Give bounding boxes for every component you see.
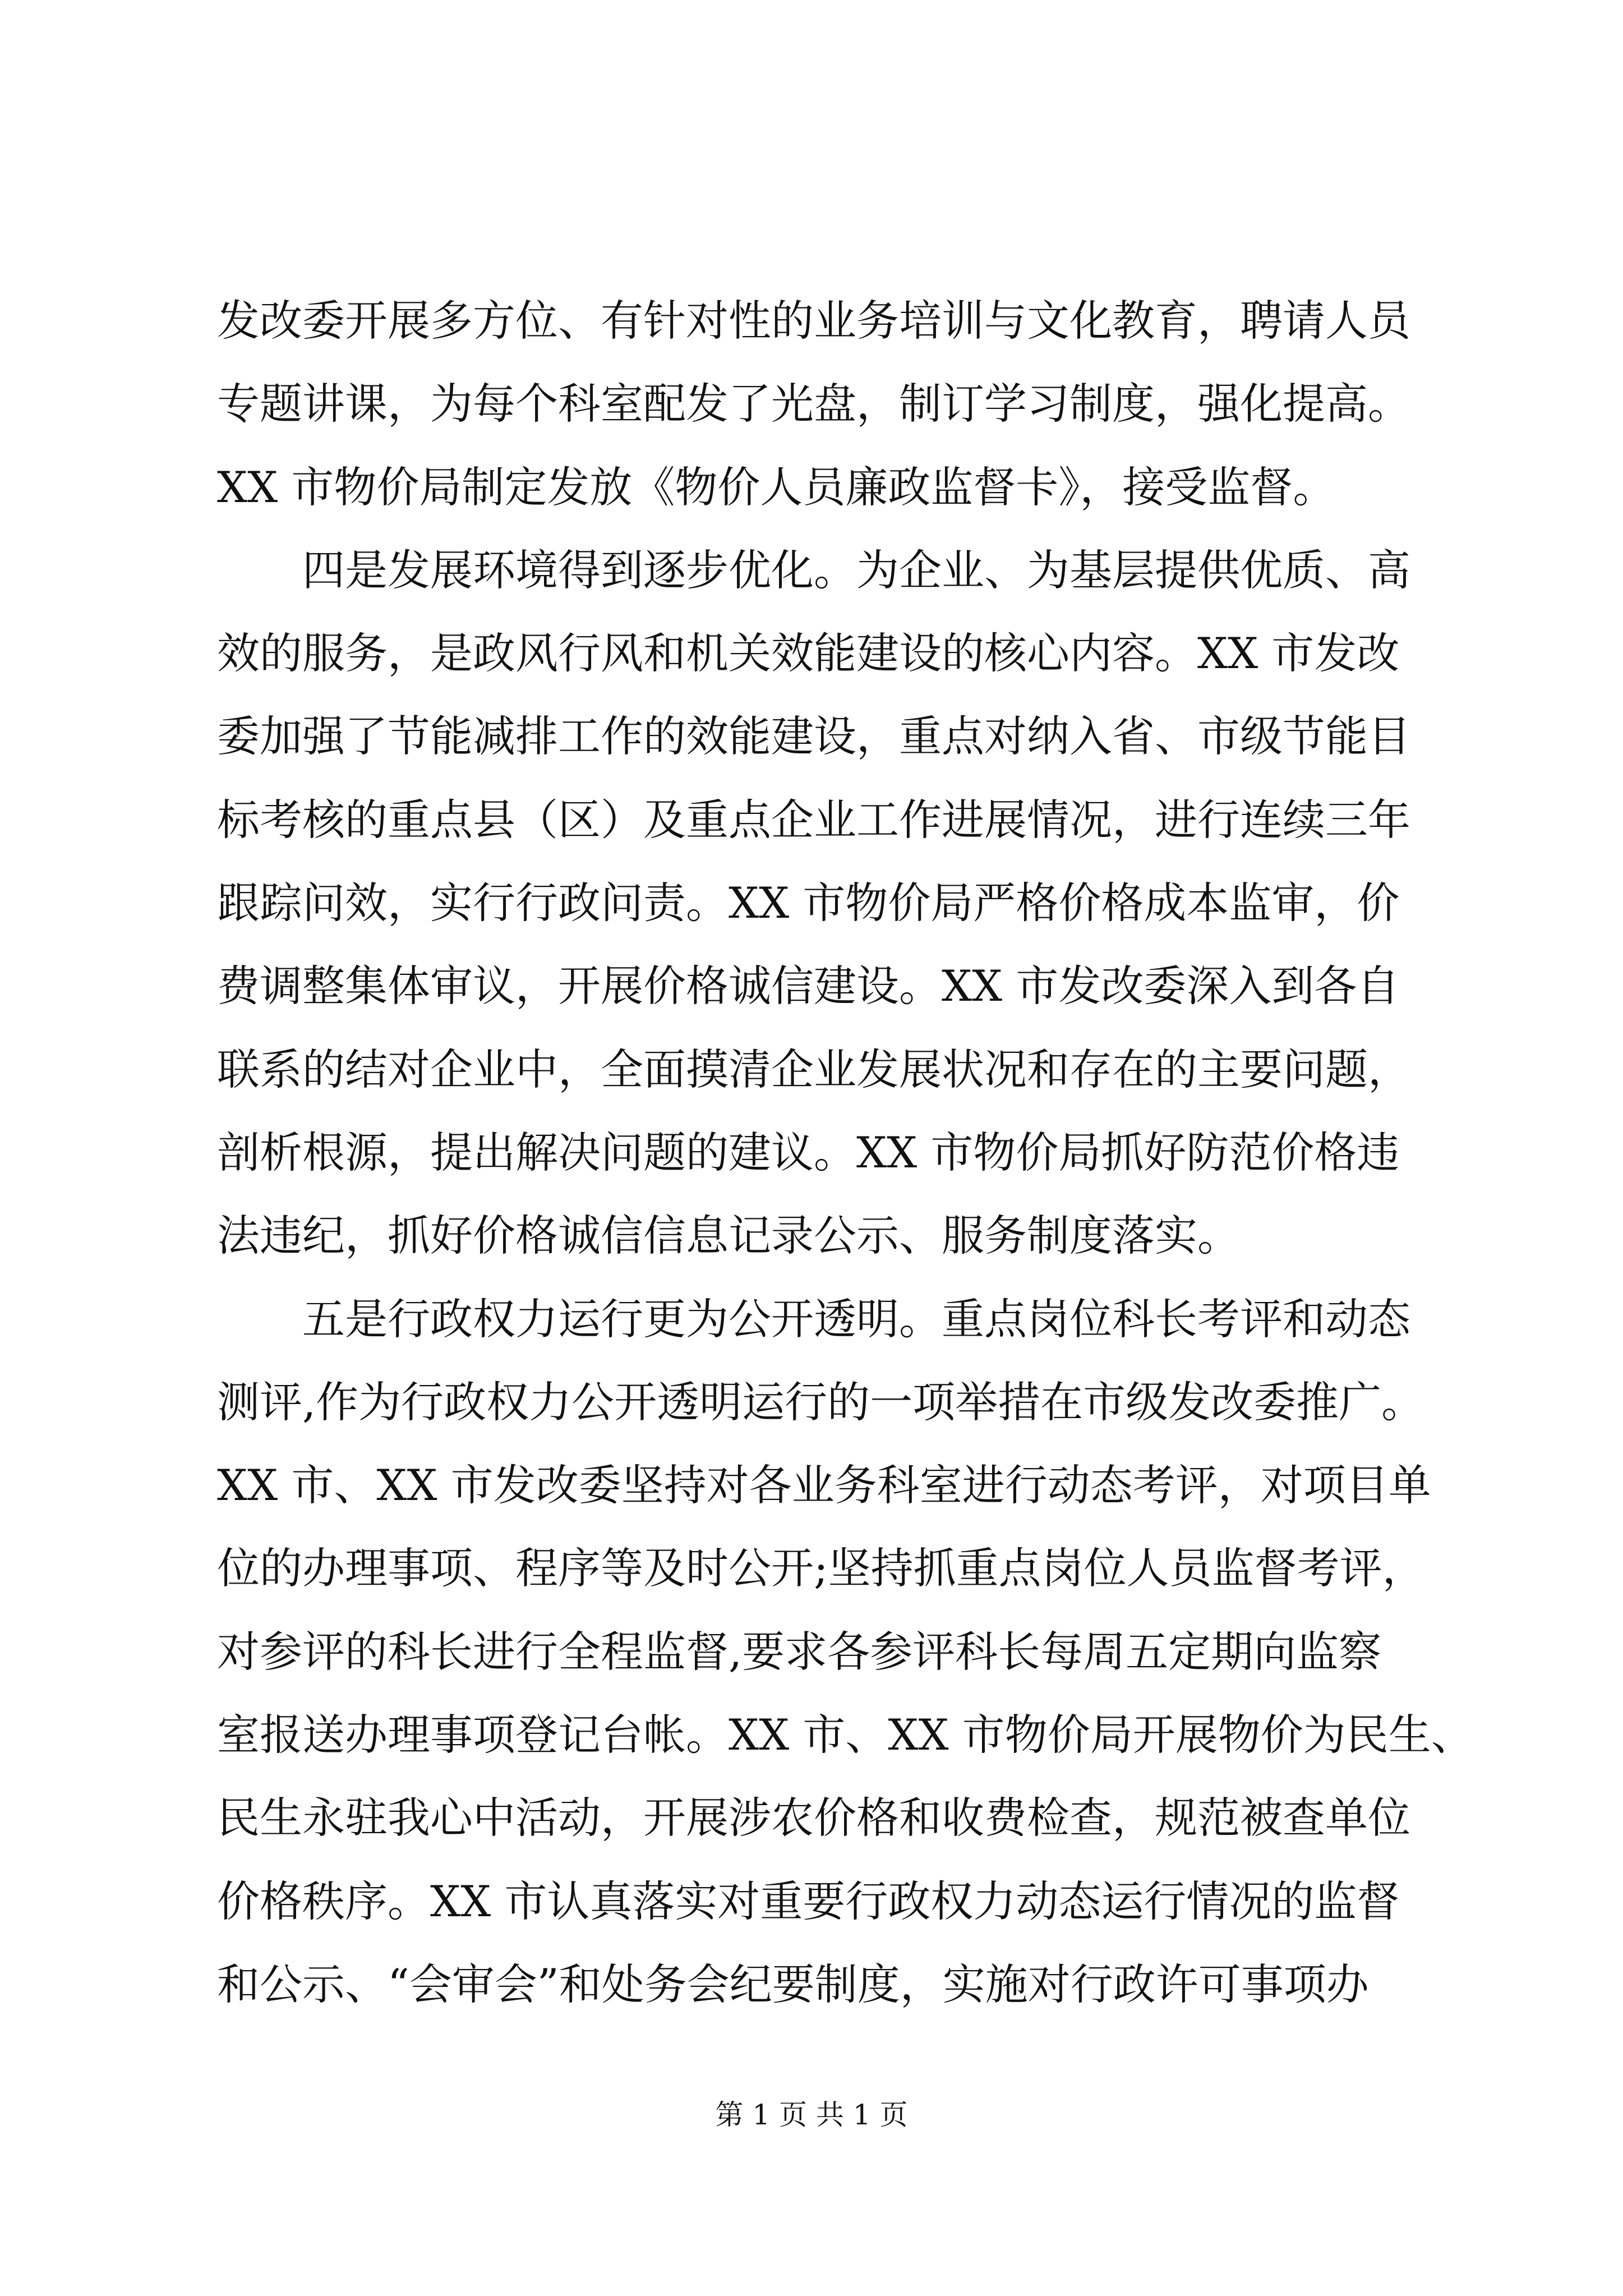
text-line: 发改委开展多方位、有针对性的业务培训与文化教育，聘请人员 bbox=[217, 296, 1410, 346]
text-line: 费调整集体审议，开展价格诚信建设。XX 市发改委深入到各自 bbox=[217, 961, 1400, 1011]
document-body bbox=[217, 279, 1474, 2026]
paragraph-first-line: 四是发展环境得到逐步优化。为企业、为基层提供优质、高 bbox=[302, 545, 1410, 595]
text-line: 联系的结对企业中，全面摸清企业发展状况和存在的主要问题， bbox=[217, 1044, 1410, 1094]
page-footer: 第 1 页 共 1 页 bbox=[715, 2099, 908, 2131]
text-line: XX 市、XX 市发改委坚持对各业务科室进行动态考评，对项目单 bbox=[217, 1460, 1431, 1511]
text-line: 法违纪，抓好价格诚信信息记录公示、服务制度落实。 bbox=[217, 1211, 1240, 1261]
text-line: 测评,作为行政权力公开透明运行的一项举措在市级发改委推广。 bbox=[217, 1377, 1424, 1427]
paragraph-first-line: 五是行政权力运行更为公开透明。重点岗位科长考评和动态 bbox=[302, 1294, 1410, 1344]
text-line: XX 市物价局制定发放《物价人员廉政监督卡》，接受监督。 bbox=[217, 462, 1336, 512]
text-line: 剖析根源，提出解决问题的建议。XX 市物价局抓好防范价格违 bbox=[217, 1127, 1400, 1177]
text-line: 位的办理事项、程序等及时公开;坚持抓重点岗位人员监督考评， bbox=[217, 1543, 1425, 1594]
text-line: 专题讲课，为每个科室配发了光盘，制订学习制度，强化提高。 bbox=[217, 379, 1410, 429]
text-line: 民生永驻我心中活动，开展涉农价格和收费检查，规范被查单位 bbox=[217, 1793, 1410, 1843]
text-line: 室报送办理事项登记台帐。XX 市、XX 市物价局开展物价为民生、 bbox=[217, 1710, 1474, 1760]
text-line: 委加强了节能减排工作的效能建设，重点对纳入省、市级节能目 bbox=[217, 711, 1410, 762]
text-line: 和公示、“会审会”和处务会纪要制度，实施对行政许可事项办 bbox=[217, 1959, 1369, 2009]
text-line: 标考核的重点县（区）及重点企业工作进展情况，进行连续三年 bbox=[217, 794, 1410, 845]
text-line: 价格秩序。XX 市认真落实对重要行政权力动态运行情况的监督 bbox=[217, 1876, 1400, 1926]
text-line: 跟踪问效，实行行政问责。XX 市物价局严格价格成本监审，价 bbox=[217, 878, 1400, 928]
text-line: 对参评的科长进行全程监督,要求各参评科长每周五定期向监察 bbox=[217, 1626, 1382, 1677]
text-line: 效的服务，是政风行风和机关效能建设的核心内容。XX 市发改 bbox=[217, 628, 1400, 679]
